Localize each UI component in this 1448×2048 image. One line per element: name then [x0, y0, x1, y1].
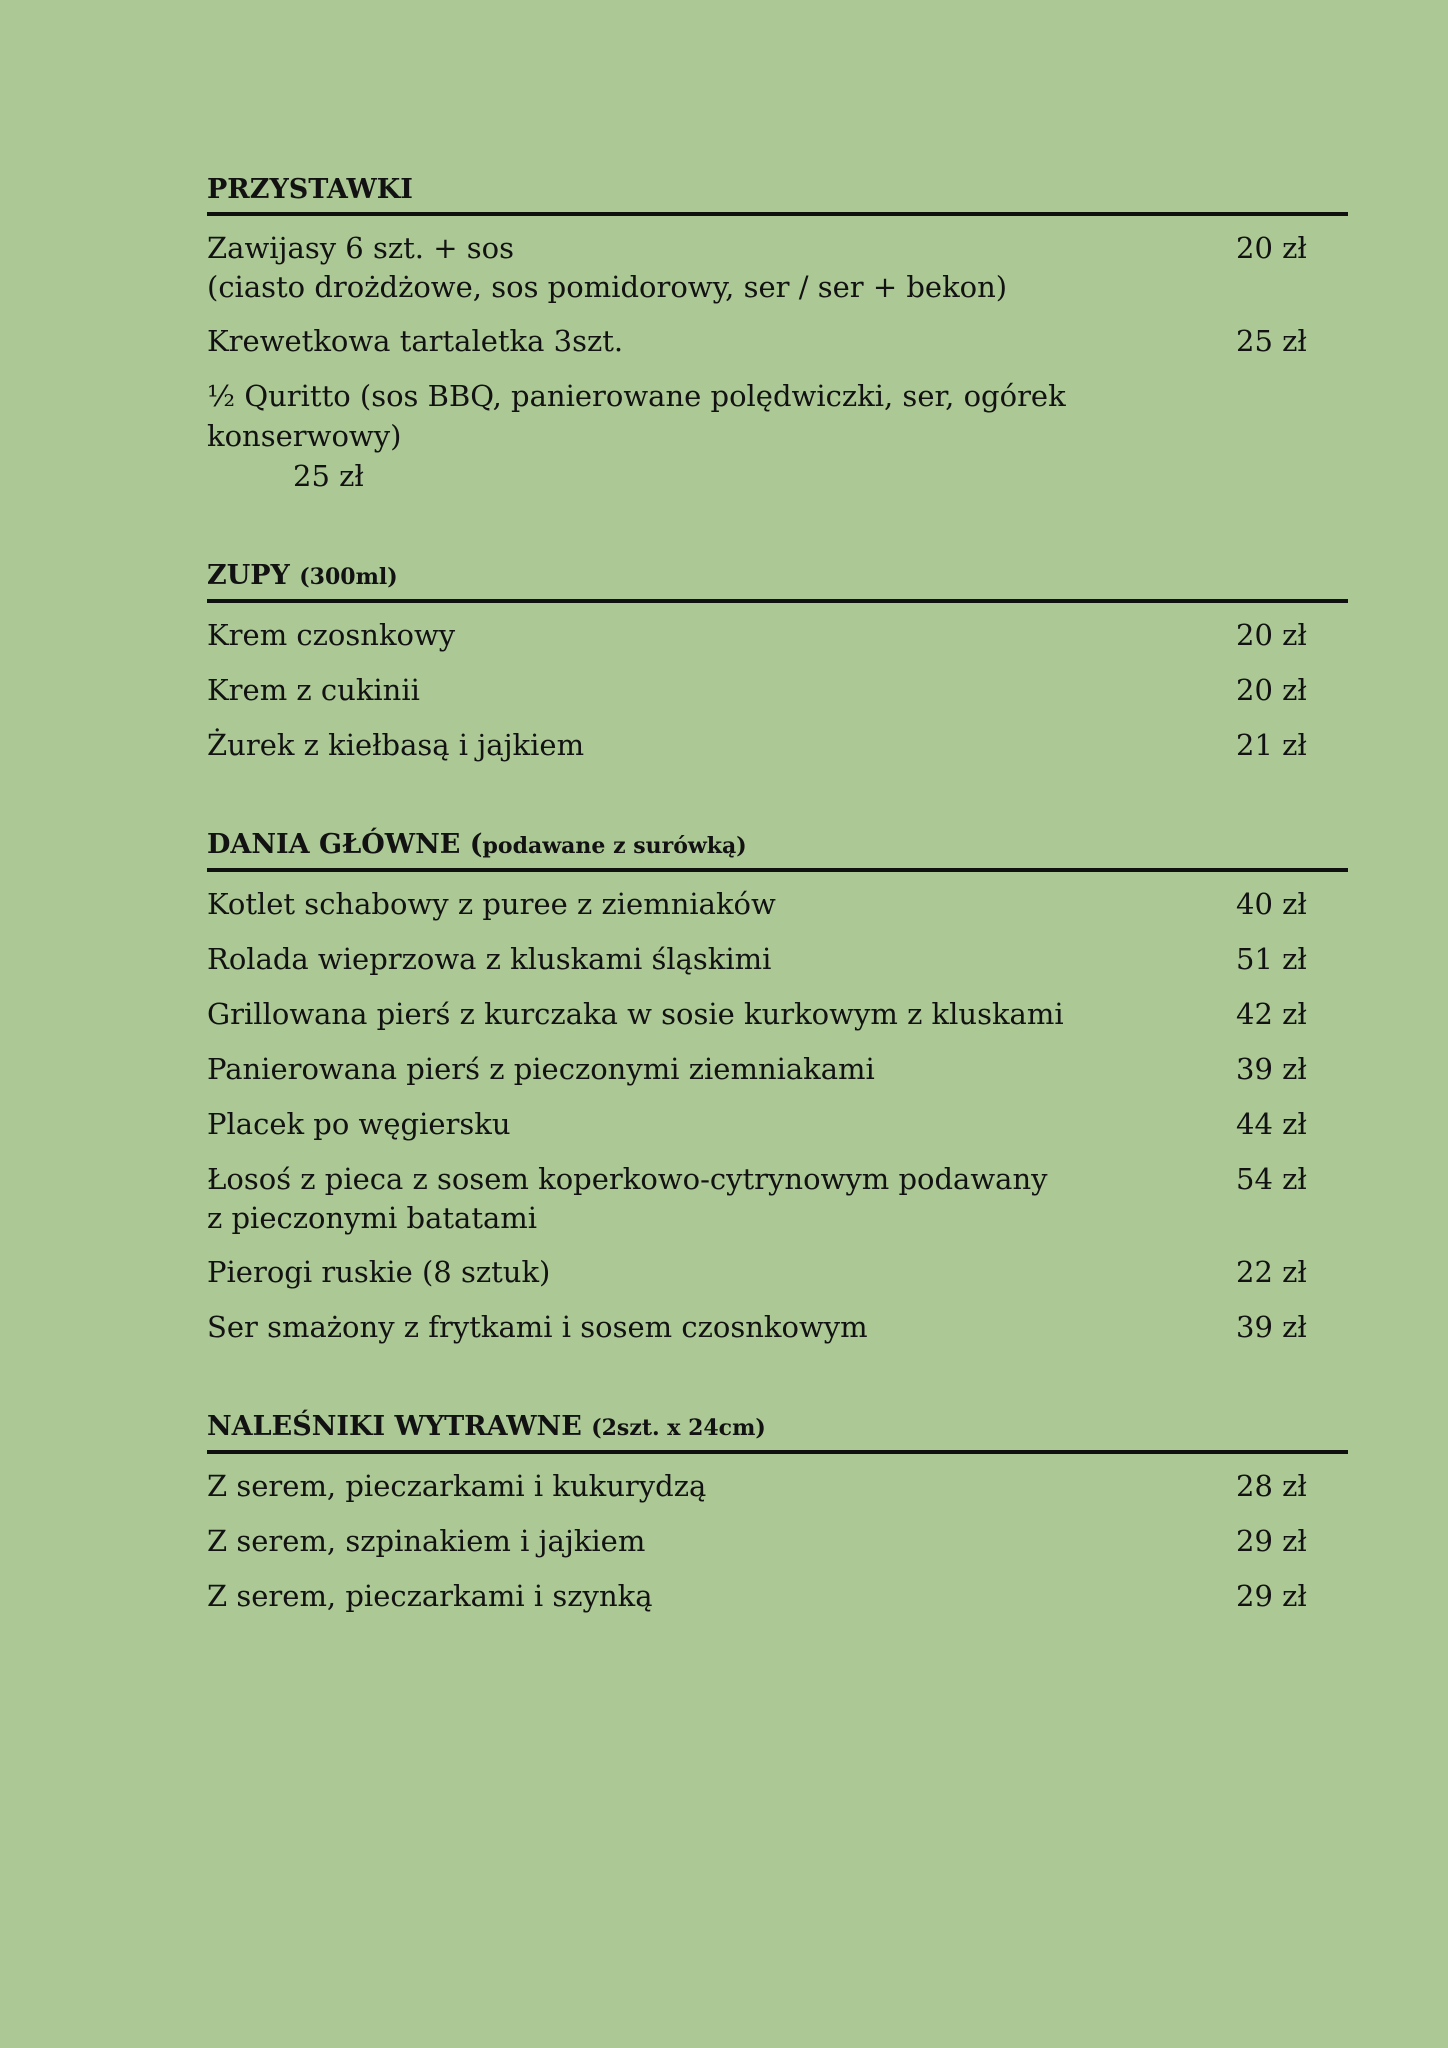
menu-item-name: Krem czosnkowy: [207, 618, 456, 652]
menu-item-name: Grillowana pierś z kurczaka w sosie kurkowym z kluskami: [207, 997, 1064, 1031]
menu-item-price: 25 zł: [293, 459, 364, 493]
menu-item-name-block: [207, 1159, 1236, 1237]
menu-item-price: 29 zł: [1236, 1579, 1307, 1613]
menu-item-price: 21 zł: [1236, 728, 1307, 762]
menu-item: [207, 1307, 1348, 1347]
menu-item-price: 20 zł: [1236, 618, 1307, 652]
menu-item-name: Panierowana pierś z pieczonymi ziemniakami: [207, 1052, 875, 1086]
menu-item-price: 51 zł: [1236, 942, 1307, 976]
menu-item-name: Placek po węgiersku: [207, 1107, 511, 1141]
section-title: [207, 172, 1348, 216]
menu-item-price: 44 zł: [1236, 1107, 1307, 1141]
menu-item: [207, 939, 1348, 979]
menu-item-name: Łosoś z pieca z sosem koperkowo-cytrynowym podawany: [207, 1162, 1048, 1196]
menu-item-price: 28 zł: [1236, 1469, 1307, 1503]
menu-item: [207, 615, 1348, 655]
menu-item-price: 20 zł: [1236, 673, 1307, 707]
menu-item: [207, 228, 1348, 306]
menu-item-price: 39 zł: [1236, 1310, 1307, 1344]
menu-item-name: Ser smażony z frytkami i sosem czosnkowym: [207, 1310, 868, 1344]
menu-item: [207, 994, 1348, 1034]
menu-item-name: Krewetkowa tartaletka 3szt.: [207, 324, 624, 358]
menu-item-detail: (ciasto drożdżowe, sos pomidorowy, ser / ser + bekon): [207, 270, 1008, 304]
menu-item-name: Kotlet schabowy z puree z ziemniaków: [207, 887, 776, 921]
menu-item-price: 29 zł: [1236, 1524, 1307, 1558]
menu-item-name: Z serem, szpinakiem i jajkiem: [207, 1524, 646, 1558]
section-subtitle: (2szt. x 24cm): [591, 1415, 766, 1441]
menu-item: [207, 1049, 1348, 1089]
menu-item-price: 25 zł: [1236, 324, 1307, 358]
section-soups: [207, 558, 1348, 765]
menu-item: [207, 1104, 1348, 1144]
menu-item: [207, 1252, 1348, 1292]
menu-item-price: 42 zł: [1236, 997, 1307, 1031]
section-title: [207, 1409, 1348, 1454]
section-title-text: DANIA GŁÓWNE (: [207, 829, 483, 860]
menu-item-name: Pierogi ruskie (8 sztuk): [207, 1255, 551, 1289]
menu-item-price: 39 zł: [1236, 1052, 1307, 1086]
menu-item-detail: z pieczonymi batatami: [207, 1201, 538, 1235]
menu-item-name: ½ Quritto (sos BBQ, panierowane polędwiczki, ser, ogórek konserwowy): [207, 379, 1066, 453]
menu-item: [207, 1159, 1348, 1237]
menu-item-name: Rolada wieprzowa z kluskami śląskimi: [207, 942, 772, 976]
menu-item-name: Z serem, pieczarkami i kukurydzą: [207, 1469, 707, 1503]
menu-item: [207, 884, 1348, 924]
menu-item-name-block: [207, 228, 1236, 306]
menu-item: [207, 376, 1348, 496]
section-savory-pancakes: [207, 1409, 1348, 1616]
section-title: [207, 827, 1348, 872]
menu-item-price: 40 zł: [1236, 887, 1307, 921]
menu-item: [207, 725, 1348, 765]
menu-item-name-block: [207, 376, 1236, 496]
menu-item: [207, 1466, 1348, 1506]
section-title-text: ZUPY: [207, 560, 290, 591]
menu-item: [207, 321, 1348, 361]
menu: [207, 172, 1348, 1678]
section-appetizers: [207, 172, 1348, 496]
menu-item: [207, 1576, 1348, 1616]
menu-item-name: Żurek z kiełbasą i jajkiem: [207, 728, 585, 762]
section-subtitle: (300ml): [299, 564, 398, 590]
menu-item-name: Zawijasy 6 szt. + sos: [207, 231, 514, 265]
section-title-text: PRZYSTAWKI: [207, 174, 413, 205]
section-main-courses: [207, 827, 1348, 1347]
menu-item-price: 22 zł: [1236, 1255, 1307, 1289]
menu-item-price: 54 zł: [1236, 1162, 1307, 1196]
menu-item: [207, 670, 1348, 710]
menu-item-price: 20 zł: [1236, 231, 1307, 265]
menu-item: [207, 1521, 1348, 1561]
section-title: [207, 558, 1348, 603]
menu-item-name: Z serem, pieczarkami i szynką: [207, 1579, 653, 1613]
section-title-text: NALEŚNIKI WYTRAWNE: [207, 1411, 582, 1442]
section-subtitle: podawane z surówką): [482, 833, 747, 859]
menu-item-price-empty: [1236, 376, 1348, 496]
menu-item-name: Krem z cukinii: [207, 673, 420, 707]
